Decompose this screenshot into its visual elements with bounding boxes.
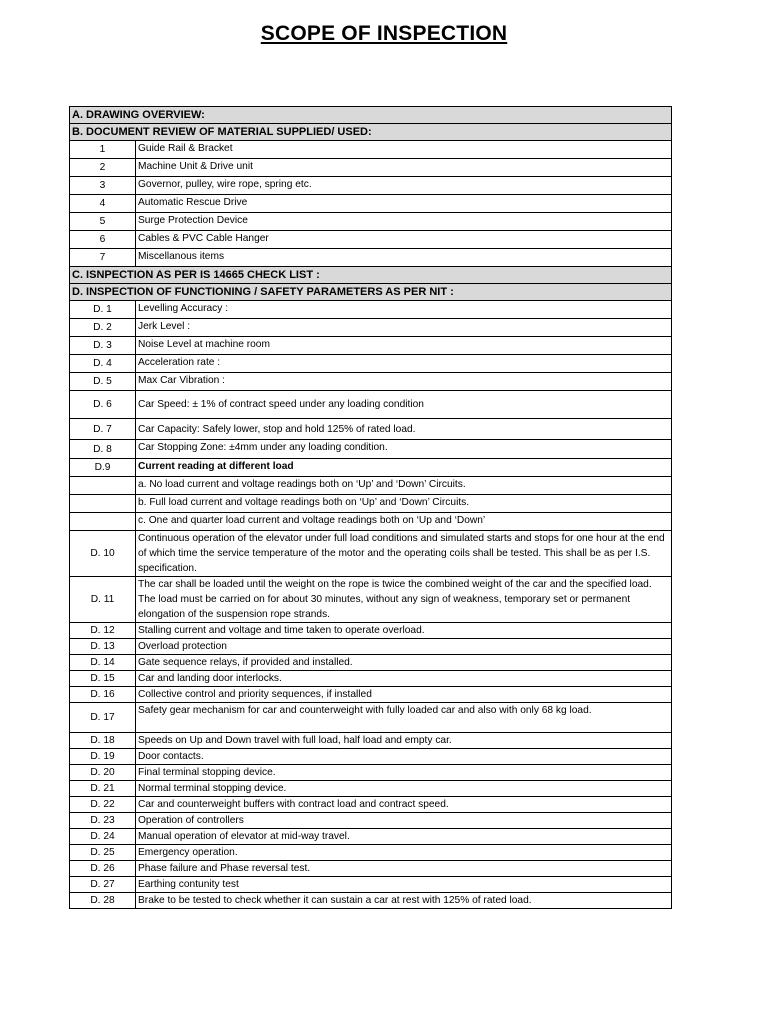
item-text: Normal terminal stopping device.	[136, 781, 672, 797]
table-row	[70, 195, 672, 213]
table-row	[70, 495, 672, 513]
table-row	[70, 893, 672, 909]
item-text: Current reading at different load	[136, 459, 672, 477]
item-text: Miscellanous items	[136, 249, 672, 267]
table-row	[70, 845, 672, 861]
item-text: Automatic Rescue Drive	[136, 195, 672, 213]
section-a-heading: A. DRAWING OVERVIEW:	[70, 107, 672, 124]
table-row	[70, 813, 672, 829]
section-b-heading: B. DOCUMENT REVIEW OF MATERIAL SUPPLIED/ USED:	[70, 124, 672, 141]
item-text: Overload protection	[136, 639, 672, 655]
item-number: 7	[70, 249, 136, 267]
table-row	[70, 355, 672, 373]
section-d-heading: D. INSPECTION OF FUNCTIONING / SAFETY PARAMETERS AS PER NIT :	[70, 284, 672, 301]
table-row	[70, 703, 672, 733]
item-number: D. 22	[70, 797, 136, 813]
item-text: Stalling current and voltage and time taken to operate overload.	[136, 623, 672, 639]
table-row	[70, 419, 672, 440]
item-number: D. 23	[70, 813, 136, 829]
item-number: D. 13	[70, 639, 136, 655]
section-a-row	[70, 107, 672, 124]
item-number: D. 24	[70, 829, 136, 845]
item-number: D. 27	[70, 877, 136, 893]
table-row	[70, 687, 672, 703]
table-row	[70, 671, 672, 687]
section-d-row	[70, 284, 672, 301]
table-row	[70, 829, 672, 845]
table-row	[70, 765, 672, 781]
item-number: D. 26	[70, 861, 136, 877]
item-number: D. 10	[70, 531, 136, 577]
item-text: Final terminal stopping device.	[136, 765, 672, 781]
item-text: c. One and quarter load current and voltage readings both on ‘Up and ‘Down’	[136, 513, 672, 531]
item-number: D. 4	[70, 355, 136, 373]
item-text: Gate sequence relays, if provided and installed.	[136, 655, 672, 671]
section-b-row	[70, 124, 672, 141]
item-text: Phase failure and Phase reversal test.	[136, 861, 672, 877]
table-row	[70, 213, 672, 231]
table-row	[70, 733, 672, 749]
table-row	[70, 391, 672, 419]
item-text: Guide Rail & Bracket	[136, 141, 672, 159]
item-number: D. 28	[70, 893, 136, 909]
inspection-scope-table	[69, 106, 672, 909]
item-number: D. 20	[70, 765, 136, 781]
item-number: D. 7	[70, 419, 136, 440]
table-row	[70, 577, 672, 623]
item-number: 2	[70, 159, 136, 177]
section-c-heading: C. ISNPECTION AS PER IS 14665 CHECK LIST :	[70, 267, 672, 284]
item-number: 4	[70, 195, 136, 213]
table-row	[70, 877, 672, 893]
table-row	[70, 440, 672, 459]
item-number	[70, 477, 136, 495]
item-number: D. 17	[70, 703, 136, 733]
item-number: D. 5	[70, 373, 136, 391]
item-number: D. 18	[70, 733, 136, 749]
table-row	[70, 141, 672, 159]
item-text: Governor, pulley, wire rope, spring etc.	[136, 177, 672, 195]
item-number: D.9	[70, 459, 136, 477]
item-text: Car Stopping Zone: ±4mm under any loading condition.	[136, 440, 672, 459]
table-row	[70, 231, 672, 249]
item-text: Manual operation of elevator at mid-way travel.	[136, 829, 672, 845]
item-text: The car shall be loaded until the weight on the rope is twice the combined weight of the car and the specified load. The load must be carried on for about 30 minutes, without any sign of weakness, temporary set or permanent elongation of the suspension rope strands.	[136, 577, 672, 623]
item-text: Operation of controllers	[136, 813, 672, 829]
item-number: D. 11	[70, 577, 136, 623]
table-row	[70, 655, 672, 671]
item-text: Levelling Accuracy :	[136, 301, 672, 319]
table-row	[70, 531, 672, 577]
item-text: a. No load current and voltage readings both on ‘Up’ and ‘Down’ Circuits.	[136, 477, 672, 495]
item-text: Continuous operation of the elevator under full load conditions and simulated starts and stops for one hour at the end of which time the service temperature of the motor and the operating coils shall be tested. This shall be as per I.S. specification.	[136, 531, 672, 577]
table-row	[70, 623, 672, 639]
item-number: D. 12	[70, 623, 136, 639]
item-number: 5	[70, 213, 136, 231]
item-text: b. Full load current and voltage readings both on ‘Up’ and ‘Down’ Circuits.	[136, 495, 672, 513]
item-text: Machine Unit & Drive unit	[136, 159, 672, 177]
item-text: Safety gear mechanism for car and counterweight with fully loaded car and also with only 68 kg load.	[136, 703, 672, 733]
item-text: Car Capacity: Safely lower, stop and hold 125% of rated load.	[136, 419, 672, 440]
item-number	[70, 495, 136, 513]
page-title: SCOPE OF INSPECTION	[260, 22, 508, 45]
item-text: Noise Level at machine room	[136, 337, 672, 355]
item-number: D. 6	[70, 391, 136, 419]
table-row	[70, 639, 672, 655]
item-number: 6	[70, 231, 136, 249]
item-number: D. 19	[70, 749, 136, 765]
item-text: Speeds on Up and Down travel with full load, half load and empty car.	[136, 733, 672, 749]
item-number: D. 15	[70, 671, 136, 687]
item-text: Max Car Vibration :	[136, 373, 672, 391]
table-row	[70, 477, 672, 495]
item-text: Cables & PVC Cable Hanger	[136, 231, 672, 249]
table-row	[70, 797, 672, 813]
item-number: D. 14	[70, 655, 136, 671]
item-text: Car and counterweight buffers with contract load and contract speed.	[136, 797, 672, 813]
item-number: 3	[70, 177, 136, 195]
table-row	[70, 749, 672, 765]
item-number: D. 1	[70, 301, 136, 319]
item-text: Car Speed: ± 1% of contract speed under any loading condition	[136, 391, 672, 419]
table-row	[70, 861, 672, 877]
table-row	[70, 301, 672, 319]
item-number: D. 8	[70, 440, 136, 459]
item-text: Earthing contunity test	[136, 877, 672, 893]
table-row	[70, 159, 672, 177]
table-row	[70, 249, 672, 267]
item-number: 1	[70, 141, 136, 159]
table-row	[70, 781, 672, 797]
item-text: Car and landing door interlocks.	[136, 671, 672, 687]
item-number	[70, 513, 136, 531]
table-row	[70, 373, 672, 391]
item-text: Jerk Level :	[136, 319, 672, 337]
item-text: Emergency operation.	[136, 845, 672, 861]
item-number: D. 21	[70, 781, 136, 797]
section-c-row	[70, 267, 672, 284]
item-text: Collective control and priority sequences, if installed	[136, 687, 672, 703]
item-text: Acceleration rate :	[136, 355, 672, 373]
table-row	[70, 177, 672, 195]
item-number: D. 25	[70, 845, 136, 861]
item-text: Door contacts.	[136, 749, 672, 765]
item-text: Brake to be tested to check whether it can sustain a car at rest with 125% of rated load.	[136, 893, 672, 909]
table-row	[70, 459, 672, 477]
table-row	[70, 319, 672, 337]
item-text: Surge Protection Device	[136, 213, 672, 231]
item-number: D. 3	[70, 337, 136, 355]
item-number: D. 2	[70, 319, 136, 337]
item-number: D. 16	[70, 687, 136, 703]
table-row	[70, 337, 672, 355]
table-row	[70, 513, 672, 531]
